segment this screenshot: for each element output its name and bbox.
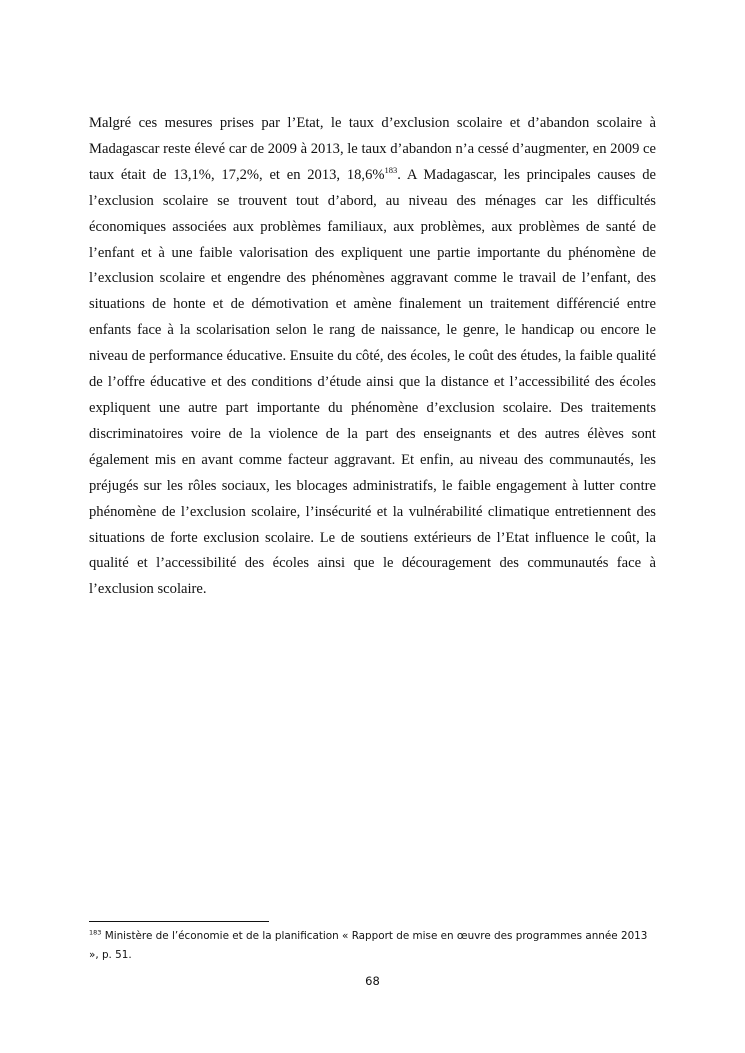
footnote-number: 183 <box>89 928 102 937</box>
paragraph-text-after-note: . A Madagascar, les principales causes de l’exclusion scolaire se trouvent tout d’abord, au niveau des ménages car les difficultés économiques associées aux problèmes familiaux, aux problèmes, aux problèmes de santé de l’enfant et à une faible valorisation des expliquent une partie importante du phénomène de l’exclusion scolaire et engendre des phénomènes aggravant comme le travail de l’enfant, des situations de honte et de démotivation et amène finalement un traitement différencié entre enfants face à la scolarisation selon le rang de naissance, le genre, le handicap ou encore le niveau de performance éducative. Ensuite du côté, des écoles, le coût des études, la faible qualité de l’offre éducative et des conditions d’étude ainsi que la distance et l’accessibilité des écoles expliquent une autre part importante du phénomène d’exclusion scolaire. Des traitements discriminatoires voire de la violence de la part des enseignants et des autres élèves sont également mis en avant comme facteur aggravant. Et enfin, au niveau des communautés, les préjugés sur les rôles sociaux, les blocages administratifs, le faible engagement à lutter contre phénomène de l’exclusion scolaire, l’insécurité et la vulnérabilité climatique entretiennent des situations de forte exclusion scolaire. Le de soutiens extérieurs de l’Etat influence le coût, la qualité et l’accessibilité des écoles ainsi que le découragement des communautés face à l’exclusion scolaire. <box>89 166 656 598</box>
footnote-text: Ministère de l’économie et de la planification « Rapport de mise en œuvre des programmes année 2013 », p. 51. <box>89 930 648 961</box>
paragraph-text-before-note: Malgré ces mesures prises par l’Etat, le taux d’exclusion scolaire et d’abandon scolaire à Madagascar reste élevé car de 2009 à 2013, le taux d’abandon n’a cessé d’augmenter, en 2009 ce taux était de 13,1%, 17,2%, et en 2013, 18,6% <box>89 115 656 183</box>
footnote-separator <box>89 921 269 922</box>
page-number: 68 <box>365 974 380 988</box>
footnote <box>89 927 656 965</box>
body-paragraph <box>89 111 656 603</box>
footnote-reference[interactable]: 183 <box>384 164 398 175</box>
